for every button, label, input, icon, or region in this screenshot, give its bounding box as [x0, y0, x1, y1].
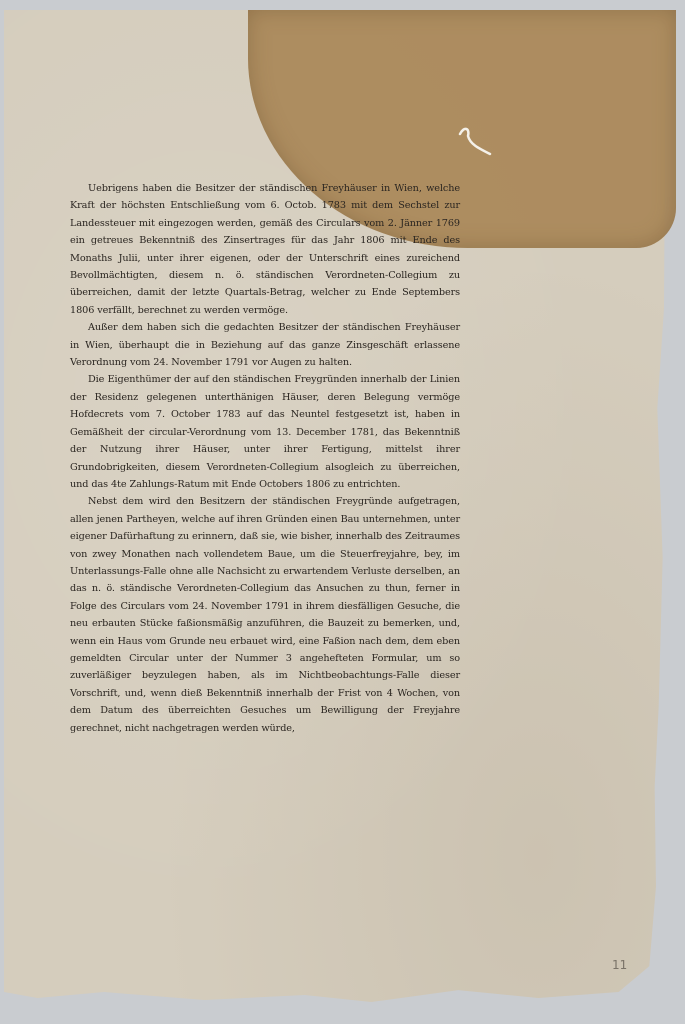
paragraph-3: Die Eigenthümer der auf den ständischen Freygründen innerhalb der Linien der Residenz gelegenen unterthänigen Häuser, deren Belegung vermöge Hofdecrets vom 7. October 1783 auf das Neuntel festgesetzt ist, haben in Gemäßheit der circular-Verordnung vom 13. December 1781, das Bekenntniß der Nutzung ihrer Häuser, unter ihrer Fertigung, mittelst ihrer Grundobrigkeiten, diesem Verordneten-Collegium alsogleich zu überreichen, und das 4te Zahlungs-Ratum mit Ende Octobers 1806 zu entrichten.: [70, 374, 460, 490]
paper-tear-mark: [456, 124, 496, 156]
page-number: 11: [612, 958, 628, 972]
paragraph-4: Nebst dem wird den Besitzern der ständischen Freygründe aufgetragen, allen jenen Partheyen, welche auf ihren Gründen einen Bau unternehmen, unter eigener Dafürhaftung zu erinnern, daß sie, wie bisher, innerhalb des Zeitraumes von zwey Monathen nach vollendetem Baue, um die Steuerfreyjahre, bey, im Unterlassungs-Falle ohne alle Nachsicht zu erwartendem Verluste derselben, an das n. ö. ständische Verordneten-Collegium das Ansuchen zu thun, ferner in Folge des Circulars vom 24. November 1791 in ihrem diesfälligen Gesuche, die neu erbauten Stücke faßionsmäßig anzuführen, die Bauzeit zu bemerken, und, wenn ein Haus vom Grunde neu erbauet wird, eine Faßion nach dem, dem eben gemeldten Circular unter der Nummer 3 angehefteten Formular, um so zuverläßiger beyzulegen haben, als im Nichtbeobachtungs-Falle dieser Vorschrift, und, wenn dieß Bekenntniß innerhalb der Frist von 4 Wochen, von dem Datum des überreichten Gesuches um Bewilligung der Freyjahre gerechnet, nicht nachgetragen werden würde,: [70, 496, 460, 734]
document-body: [70, 180, 460, 737]
paragraph-2: Außer dem haben sich die gedachten Besitzer der ständischen Freyhäuser in Wien, überhaupt die in Beziehung auf das ganze Zinsgeschäft erlassene Verordnung vom 24. November 1791 vor Augen zu halten.: [70, 322, 460, 369]
paragraph-1: Uebrigens haben die Besitzer der ständischen Freyhäuser in Wien, welche Kraft der höchsten Entschließung vom 6. Octob. 1783 mit dem Sechstel zur Landessteuer mit eingezogen werden, gemäß des Circulars vom 2. Jänner 1769 ein getreues Bekenntniß des Zinsertrages für das Jahr 1806 mit Ende des Monaths Julii, unter ihrer eigenen, oder der Unterschrift eines zureichend Bevollmächtigten, diesem n. ö. ständischen Verordneten-Collegium zu überreichen, damit der letzte Quartals-Betrag, welcher zu Ende Septembers 1806 verfällt, berechnet zu werden vermöge.: [70, 183, 460, 316]
